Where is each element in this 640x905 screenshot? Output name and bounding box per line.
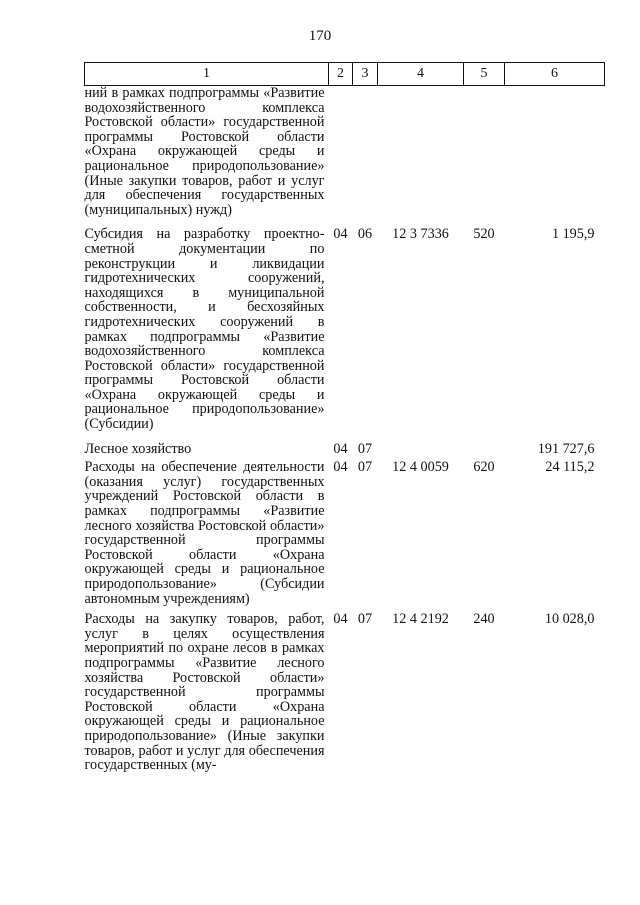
table-row: [85, 612, 605, 773]
table-row: [85, 227, 605, 431]
row-subsection: 06: [357, 226, 373, 243]
table-row: [85, 460, 605, 606]
row-description: Расходы на закупку товаров, работ, услуг в целях осуществления мероприятий по охране лесов в рамках подпрограммы «Развитие лесного хозяйства Ростовской области» государственной программы Ростовской области «Охрана окружающей среды и рациональное природопользование» (Иные закупки товаров, работ и услуг для обеспечения государственных (му-: [84, 611, 325, 774]
row-description: Расходы на обеспечение деятельности (оказания услуг) государственных учреждений Ростовской области в рамках подпрограммы «Развитие лесного хозяйства Ростовской области» государственной программы Ростовской области «Охрана окружающей среды и рациональное природопользование» (Субсидии автономным учреждениям): [84, 459, 325, 607]
row-amount: 10 028,0: [544, 611, 595, 628]
row-expense-type: [464, 86, 505, 218]
row-expense-type: 240: [473, 611, 495, 628]
row-subsection: 07: [357, 611, 373, 628]
table-row: [85, 86, 605, 218]
header-col-6: 6: [505, 63, 605, 86]
row-subsection: [353, 86, 378, 218]
row-target-article: 12 3 7336: [392, 226, 449, 243]
row-description: Субсидия на разработку проектно-сметной документации по реконструкции и ликвидации гидротехнических сооружений, находящихся в муниципальной собственности, и бесхозяйных гидротехнических сооружений в рамках подпрограммы «Развитие водохозяйственного комплекса Ростовской области» государственной программы Ростовской области «Охрана окружающей среды и рациональное природопользование» (Субсидии): [84, 226, 325, 433]
row-section: 04: [333, 226, 348, 243]
row-target-article: [378, 442, 464, 457]
row-amount: 24 115,2: [545, 459, 595, 476]
table-header: [85, 63, 605, 86]
row-description: Лесное хозяйство: [84, 440, 192, 457]
row-section: 04: [333, 611, 348, 628]
row-expense-type: 620: [473, 459, 495, 476]
table-body: [85, 86, 605, 773]
header-col-1: 1: [85, 63, 329, 86]
row-amount: [505, 86, 605, 218]
row-target-article: [378, 86, 464, 218]
header-col-3: 3: [353, 63, 378, 86]
header-col-2: 2: [329, 63, 353, 86]
header-col-4: 4: [378, 63, 464, 86]
page-number: 170: [308, 28, 332, 44]
row-subsection: 07: [357, 459, 373, 476]
row-description: ний в рамках подпрограммы «Развитие водохозяйственного комплекса Ростовской области» государственной программы Ростовской области «Охрана окружающей среды и рациональное природопользование» (Иные закупки товаров, работ и услуг для обеспечения государственных (муниципальных) нужд): [84, 85, 325, 218]
row-target-article: 12 4 0059: [392, 459, 449, 476]
header-row: [85, 63, 605, 86]
row-amount: 191 727,6: [537, 440, 595, 457]
table-row: [85, 442, 605, 457]
budget-table: [84, 62, 605, 773]
row-section: [329, 86, 353, 218]
row-expense-type: 520: [473, 226, 495, 243]
row-subsection: 07: [357, 440, 373, 457]
row-target-article: 12 4 2192: [392, 611, 449, 628]
header-col-5: 5: [464, 63, 505, 86]
row-amount: 1 195,9: [551, 226, 595, 243]
row-section: 04: [333, 459, 348, 476]
row-expense-type: [464, 442, 505, 457]
row-section: 04: [333, 440, 348, 457]
